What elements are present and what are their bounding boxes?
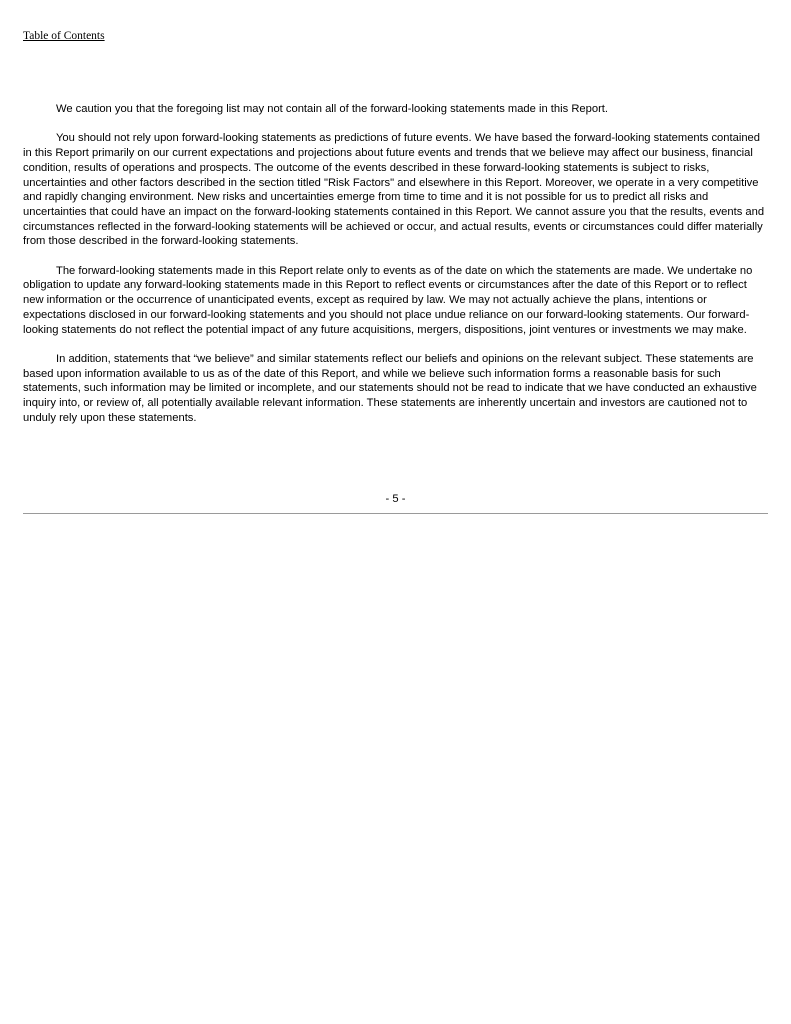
document-body	[23, 102, 768, 440]
page-number: - 5 -	[385, 493, 406, 505]
table-of-contents-link[interactable]: Table of Contents	[23, 30, 105, 42]
paragraph-reliance: You should not rely upon forward-looking statements as predictions of future events. We have based the forward-looking statements contained in this Report primarily on our current expectations and projections about future events and trends that we believe may affect our business, financial condition, results of operations and prospects. The outcome of the events described in these forward-looking statements is subject to risks, uncertainties and other factors described in the section titled "Risk Factors" and elsewhere in this Report. Moreover, we operate in a very competitive and rapidly changing environment. New risks and uncertainties emerge from time to time and it is not possible for us to predict all risks and uncertainties that could have an impact on the forward-looking statements contained in this Report. We cannot assure you that the results, events and circumstances reflected in the forward-looking statements will be achieved or occur, and actual results, events or circumstances could differ materially from those described in the forward-looking statements.	[23, 132, 765, 248]
page-divider	[23, 513, 768, 514]
paragraph-beliefs: In addition, statements that “we believe” and similar statements reflect our beliefs and opinions on the relevant subject. These statements are based upon information available to us as of the date of this Report, and while we believe such information forms a reasonable basis for such statements, such information may be limited or incomplete, and our statements should not be read to indicate that we have conducted an exhaustive inquiry into, or review of, all potentially available relevant information. These statements are inherently uncertain and investors are cautioned not to unduly rely upon these statements.	[23, 352, 757, 424]
paragraph-caution: We caution you that the foregoing list may not contain all of the forward-looking statements made in this Report.	[56, 103, 609, 115]
paragraph-date-relevance: The forward-looking statements made in this Report relate only to events as of the date on which the statements are made. We undertake no obligation to update any forward-looking statements made in this Report to reflect events or circumstances after the date of this Report or to reflect new information or the occurrence of unanticipated events, except as required by law. We may not actually achieve the plans, intentions or expectations disclosed in our forward-looking statements and you should not place undue reliance on our forward-looking statements. Our forward-looking statements do not reflect the potential impact of any future acquisitions, mergers, dispositions, joint ventures or investments we may make.	[23, 264, 753, 336]
